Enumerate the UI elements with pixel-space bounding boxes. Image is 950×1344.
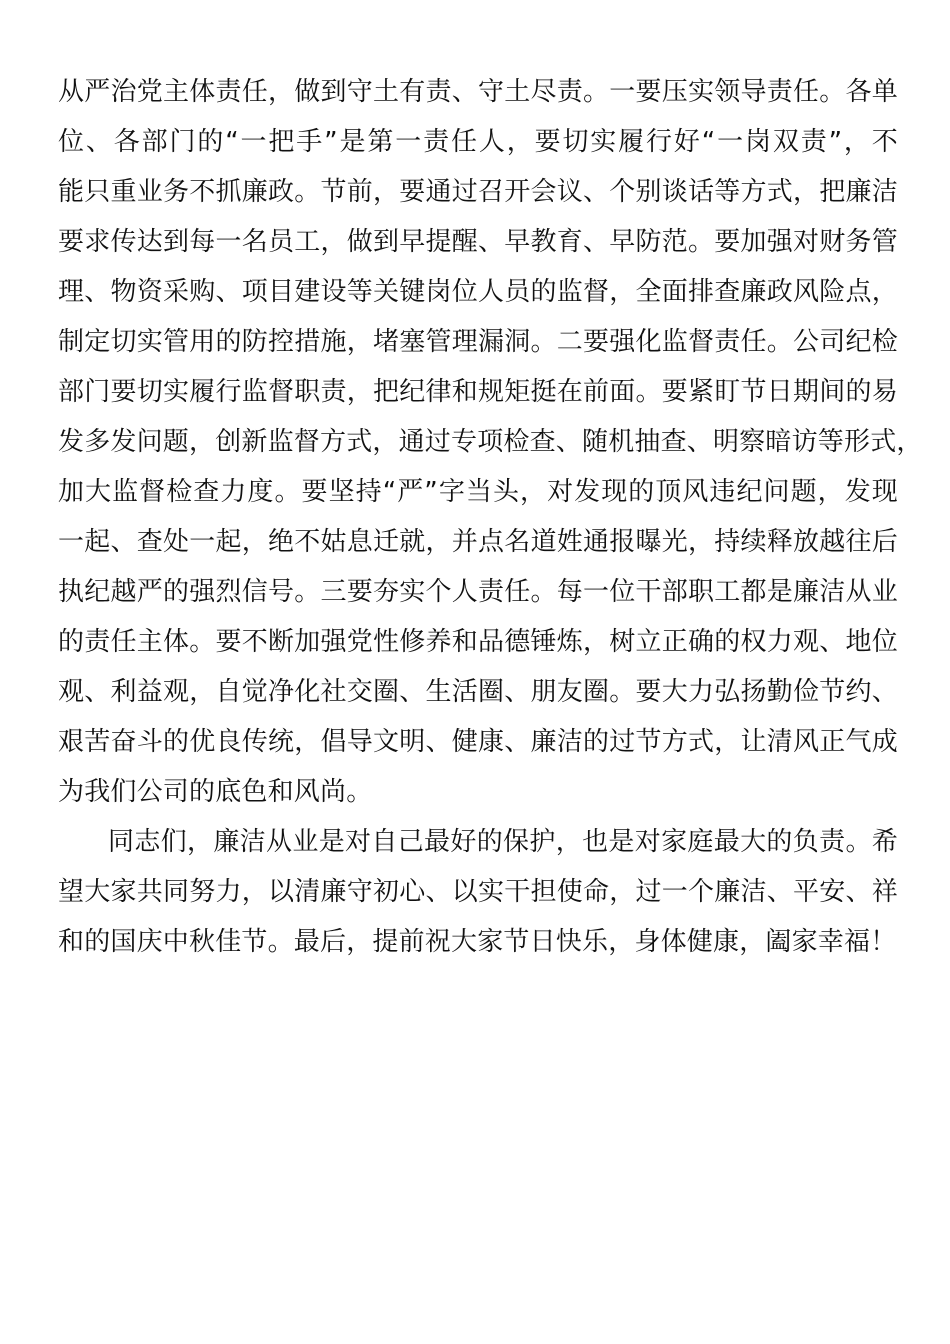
text-line: 一起、查处一起，绝不姑息迁就，并点名道姓通报曝光，持续释放越往后: [58, 527, 898, 557]
text-line: 同志们，廉洁从业是对自己最好的保护，也是对家庭最大的负责。希: [108, 827, 898, 857]
body-text: [58, 67, 923, 967]
text-line: 为我们公司的底色和风尚。: [58, 777, 373, 807]
text-line: 要求传达到每一名员工，做到早提醒、早教育、早防范。要加强对财务管: [58, 227, 898, 257]
text-line: 从严治党主体责任，做到守土有责、守土尽责。一要压实领导责任。各单: [58, 77, 898, 107]
text-line: 位、各部门的“一把手”是第一责任人，要切实履行好“一岗双责”，不: [58, 127, 898, 157]
text-line: 加大监督检查力度。要坚持“严”字当头，对发现的顶风违纪问题，发现: [58, 477, 898, 507]
paragraph-1: [58, 67, 923, 817]
text-line: 部门要切实履行监督职责，把纪律和规矩挺在前面。要紧盯节日期间的易: [58, 377, 898, 407]
text-line: 的责任主体。要不断加强党性修养和品德锤炼，树立正确的权力观、地位: [58, 627, 898, 657]
text-line: 望大家共同努力，以清廉守初心、以实干担使命，过一个廉洁、平安、祥: [58, 877, 898, 907]
text-line: 理、物资采购、项目建设等关键岗位人员的监督，全面排查廉政风险点，: [58, 277, 898, 307]
text-line: 发多发问题，创新监督方式，通过专项检查、随机抽查、明察暗访等形式，: [58, 427, 923, 457]
text-line: 执纪越严的强烈信号。三要夯实个人责任。每一位干部职工都是廉洁从业: [58, 577, 898, 607]
text-line: 艰苦奋斗的优良传统，倡导文明、健康、廉洁的过节方式，让清风正气成: [58, 727, 898, 757]
text-line: 制定切实管用的防控措施，堵塞管理漏洞。二要强化监督责任。公司纪检: [58, 327, 898, 357]
paragraph-2: [58, 817, 898, 967]
text-line: 能只重业务不抓廉政。节前，要通过召开会议、个别谈话等方式，把廉洁: [58, 177, 898, 207]
text-line: 观、利益观，自觉净化社交圈、生活圈、朋友圈。要大力弘扬勤俭节约、: [58, 677, 898, 707]
text-line: 和的国庆中秋佳节。最后，提前祝大家节日快乐，身体健康，阖家幸福！: [58, 927, 897, 957]
